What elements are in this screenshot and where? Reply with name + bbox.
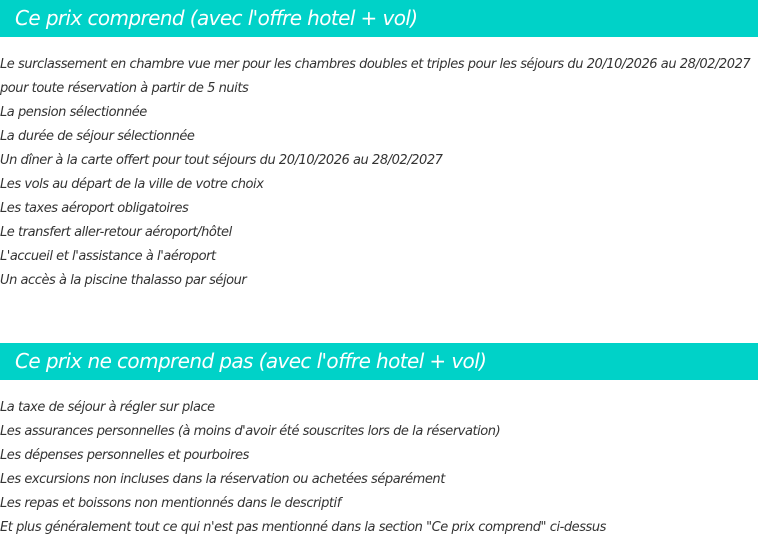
included-item: Les vols au départ de la ville de votre choix — [0, 177, 264, 192]
excluded-item: Les assurances personnelles (à moins d'avoir été souscrites lors de la réservation) — [0, 424, 501, 439]
excluded-item: Et plus généralement tout ce qui n'est pas mentionné dans la section "Ce prix comprend" ci-dessus — [0, 520, 606, 535]
excluded-item: Les repas et boissons non mentionnés dans le descriptif — [0, 496, 341, 511]
excluded-title: Ce prix ne comprend pas (avec l'offre hotel + vol) — [15, 349, 487, 373]
excluded-section — [0, 343, 758, 540]
included-header — [0, 0, 758, 37]
included-item: Les taxes aéroport obligatoires — [0, 201, 189, 216]
excluded-list — [0, 396, 758, 540]
included-item: Le transfert aller-retour aéroport/hôtel — [0, 225, 232, 240]
included-item: Un dîner à la carte offert pour tout séjours du 20/10/2026 au 28/02/2027 — [0, 153, 443, 168]
included-item: La durée de séjour sélectionnée — [0, 129, 195, 144]
excluded-item: Les dépenses personnelles et pourboires — [0, 448, 249, 463]
excluded-header — [0, 343, 758, 380]
included-item: La pension sélectionnée — [0, 105, 147, 120]
excluded-item: La taxe de séjour à régler sur place — [0, 400, 215, 415]
included-item: L'accueil et l'assistance à l'aéroport — [0, 249, 216, 264]
included-title: Ce prix comprend (avec l'offre hotel + vol) — [15, 6, 418, 30]
included-list — [0, 53, 758, 293]
included-item: Le surclassement en chambre vue mer pour les chambres doubles et triples pour les séjours du 20/10/2026 au 28/02/2027 pour toute réservation à partir de 5 nuits — [0, 57, 751, 96]
included-item: Un accès à la piscine thalasso par séjour — [0, 273, 247, 288]
excluded-item: Les excursions non incluses dans la réservation ou achetées séparément — [0, 472, 445, 487]
